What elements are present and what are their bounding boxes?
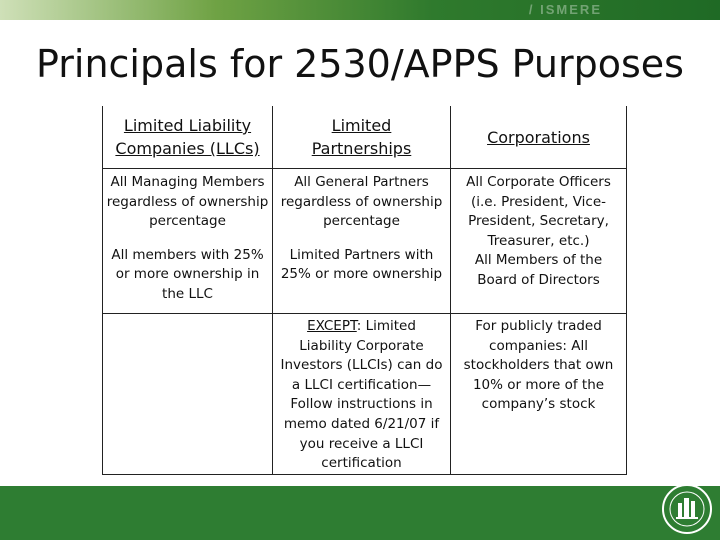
slide-title: Principals for 2530/APPS Purposes	[36, 42, 684, 86]
except-label: EXCEPT	[307, 318, 357, 334]
cell-line: All Corporate Officers	[466, 174, 611, 190]
cell-lp-principals	[273, 169, 451, 314]
cell-line: company’s stock	[481, 396, 596, 413]
cell-line: Liability Corporate	[299, 337, 424, 354]
cell-line: 10% or more of the	[472, 376, 605, 393]
header-lp	[273, 106, 451, 169]
cell-line: percentage	[149, 213, 226, 230]
cell-line: you receive a LLCI	[299, 435, 424, 452]
table-row	[103, 169, 627, 314]
cell-llc-principals	[103, 169, 273, 314]
cell-line: certification	[321, 455, 402, 472]
cell-line: For publicly traded	[475, 318, 602, 334]
cell-line: or more ownership in	[115, 266, 260, 283]
cell-line: the LLC	[162, 285, 213, 302]
header-corp	[451, 106, 627, 169]
cell-llc-exceptions-empty	[103, 314, 273, 475]
cell-line: All General Partners	[294, 174, 429, 190]
cell-line: President, Secretary,	[468, 213, 609, 230]
cell-line: regardless of ownership	[106, 193, 269, 210]
except-rest: : Limited	[356, 318, 416, 334]
cell-line: All Members of the	[474, 252, 603, 269]
header-line: Corporations	[487, 127, 590, 147]
cell-lp-exceptions	[273, 314, 451, 475]
table-header-row	[103, 106, 627, 169]
cell-line: a LLCI certification—	[291, 376, 432, 393]
top-band-watermark: / ISMERE	[528, 2, 602, 17]
cell-line: (i.e. President, Vice-	[470, 193, 607, 210]
cell-line: 25% or more ownership	[280, 266, 443, 283]
cell-line: Follow instructions in	[290, 396, 433, 413]
cell-corp-exceptions	[451, 314, 627, 475]
cell-line: companies: All	[489, 337, 588, 354]
top-decorative-band	[0, 0, 720, 20]
cell-corp-principals	[451, 169, 627, 314]
department-seal-icon	[662, 484, 712, 534]
cell-line: Limited Partners with	[289, 246, 434, 263]
cell-line: Treasurer, etc.)	[487, 232, 590, 249]
header-line: Limited	[331, 116, 392, 135]
header-line: Limited Liability	[123, 116, 252, 135]
cell-line: All Managing Members	[110, 174, 265, 190]
cell-line: stockholders that own	[463, 357, 614, 374]
seal-graphic	[664, 486, 710, 532]
header-llc	[103, 106, 273, 169]
cell-line	[275, 317, 448, 337]
header-line: Partnerships	[311, 139, 412, 158]
cell-line: Investors (LLCIs) can do	[280, 357, 443, 374]
cell-line: percentage	[323, 213, 400, 230]
principals-table	[102, 106, 627, 475]
cell-line: All members with 25%	[111, 246, 264, 263]
bottom-decorative-band	[0, 486, 720, 540]
header-line: Companies (LLCs)	[115, 139, 260, 158]
cell-line: regardless of ownership	[280, 193, 443, 210]
cell-line: memo dated 6/21/07 if	[283, 415, 440, 432]
table-row	[103, 314, 627, 475]
cell-line: Board of Directors	[477, 271, 600, 288]
